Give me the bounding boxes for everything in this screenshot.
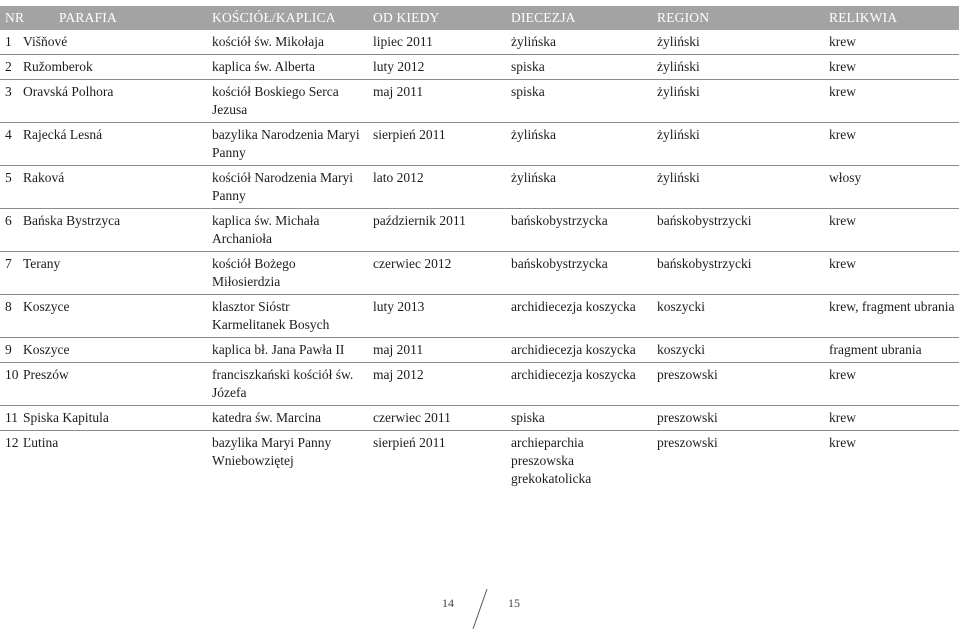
cell-kosciol: bazylika Maryi Panny Wniebowziętej bbox=[212, 435, 332, 468]
page-number-left: 14 bbox=[442, 596, 454, 610]
cell-nr-parafia bbox=[0, 338, 207, 363]
table-row bbox=[0, 123, 959, 166]
cell-relikwia: krew bbox=[824, 363, 959, 406]
cell-region: preszowski bbox=[652, 406, 824, 431]
cell-relikwia: fragment ubrania bbox=[824, 338, 959, 363]
cell-kosciol: kościół Boskiego Serca Jezusa bbox=[207, 80, 368, 123]
cell-parafia: Ľutina bbox=[23, 435, 59, 450]
cell-kosciol: klasztor Sióstr Karmelitanek Bosych bbox=[207, 295, 368, 338]
cell-kosciol: kaplica św. Alberta bbox=[207, 55, 368, 80]
cell-diecezja: archidiecezja koszycka bbox=[506, 338, 652, 363]
cell-parafia: Koszyce bbox=[23, 299, 70, 314]
header-parafia: PARAFIA bbox=[59, 10, 117, 25]
cell-nr: 11 bbox=[5, 410, 18, 425]
cell-nr-parafia bbox=[0, 80, 207, 123]
cell-parafia: Spiska Kapitula bbox=[23, 410, 109, 425]
cell-nr-parafia bbox=[0, 295, 207, 338]
cell-od-kiedy: sierpień 2011 bbox=[373, 435, 446, 450]
cell-diecezja: archidiecezja koszycka bbox=[506, 363, 652, 406]
table-row bbox=[0, 338, 959, 363]
cell-region: preszowski bbox=[652, 363, 824, 406]
cell-region: żyliński bbox=[652, 55, 824, 80]
cell-od-kiedy: sierpień 2011 bbox=[368, 123, 506, 166]
table-row bbox=[0, 406, 959, 431]
cell-nr-parafia bbox=[0, 209, 207, 252]
header-od-kiedy: OD KIEDY bbox=[368, 6, 506, 30]
cell-od-kiedy: lipiec 2011 bbox=[368, 30, 506, 55]
cell-relikwia: krew bbox=[829, 435, 856, 450]
header-relikwia: RELIKWIA bbox=[824, 6, 959, 30]
cell-relikwia: krew bbox=[824, 252, 959, 295]
cell-parafia: Preszów bbox=[23, 367, 69, 382]
cell-diecezja: żylińska bbox=[506, 166, 652, 209]
header-nr: NR bbox=[5, 10, 25, 25]
cell-nr: 8 bbox=[5, 299, 12, 314]
header-row bbox=[0, 6, 959, 30]
header-region: REGION bbox=[652, 6, 824, 30]
cell-diecezja: spiska bbox=[506, 80, 652, 123]
cell-nr: 6 bbox=[5, 213, 12, 228]
cell-region: koszycki bbox=[652, 338, 824, 363]
cell-kosciol: kościół Bożego Miłosierdzia bbox=[207, 252, 368, 295]
cell-od-kiedy: czerwiec 2012 bbox=[368, 252, 506, 295]
cell-kosciol: kościół Narodzenia Maryi Panny bbox=[207, 166, 368, 209]
cell-region: żyliński bbox=[652, 166, 824, 209]
cell-diecezja: żylińska bbox=[506, 30, 652, 55]
cell-nr-parafia bbox=[0, 30, 207, 55]
header-diecezja: DIECEZJA bbox=[506, 6, 652, 30]
cell-parafia: Ružomberok bbox=[23, 59, 93, 74]
relics-table bbox=[0, 6, 959, 491]
cell-parafia: Rajecká Lesná bbox=[23, 127, 103, 142]
cell-nr: 7 bbox=[5, 256, 12, 271]
cell-kosciol: kościół św. Mikołaja bbox=[207, 30, 368, 55]
page-number-right: 15 bbox=[508, 596, 520, 610]
table-body bbox=[0, 30, 959, 491]
table-row bbox=[0, 166, 959, 209]
cell-relikwia: krew bbox=[824, 123, 959, 166]
cell-od-kiedy: luty 2013 bbox=[368, 295, 506, 338]
cell-od-kiedy: maj 2011 bbox=[368, 338, 506, 363]
cell-kosciol: katedra św. Marcina bbox=[207, 406, 368, 431]
cell-nr: 10 bbox=[5, 367, 19, 382]
cell-parafia: Bańska Bystrzyca bbox=[23, 213, 121, 228]
cell-region: preszowski bbox=[657, 435, 718, 450]
cell-region: żyliński bbox=[652, 80, 824, 123]
cell-od-kiedy: październik 2011 bbox=[368, 209, 506, 252]
cell-relikwia: krew bbox=[824, 80, 959, 123]
cell-nr: 2 bbox=[5, 59, 12, 74]
cell-diecezja: bańskobystrzycka bbox=[506, 252, 652, 295]
page-divider-slash bbox=[470, 588, 490, 630]
cell-region: bańskobystrzycki bbox=[652, 252, 824, 295]
cell-nr: 3 bbox=[5, 84, 12, 99]
cell-nr-parafia bbox=[0, 406, 207, 431]
cell-relikwia: krew bbox=[824, 209, 959, 252]
cell-region: bańskobystrzycki bbox=[652, 209, 824, 252]
cell-kosciol: bazylika Narodzenia Maryi Panny bbox=[207, 123, 368, 166]
table-header bbox=[0, 6, 959, 30]
cell-relikwia: krew bbox=[824, 30, 959, 55]
cell-relikwia: krew bbox=[824, 406, 959, 431]
cell-parafia: Terany bbox=[23, 256, 61, 271]
cell-nr: 4 bbox=[5, 127, 12, 142]
table-row bbox=[0, 295, 959, 338]
cell-nr-parafia bbox=[0, 363, 207, 406]
cell-parafia: Koszyce bbox=[23, 342, 70, 357]
table-row bbox=[0, 431, 959, 492]
cell-nr-parafia bbox=[0, 431, 207, 492]
cell-relikwia: włosy bbox=[824, 166, 959, 209]
header-nr-parafia bbox=[0, 6, 207, 30]
table-row bbox=[0, 209, 959, 252]
cell-parafia: Višňové bbox=[23, 34, 68, 49]
header-kosciol: KOŚCIÓŁ/KAPLICA bbox=[207, 6, 368, 30]
cell-diecezja: bańskobystrzycka bbox=[506, 209, 652, 252]
cell-kosciol: franciszkański kościół św. Józefa bbox=[207, 363, 368, 406]
cell-region: koszycki bbox=[652, 295, 824, 338]
cell-nr: 5 bbox=[5, 170, 12, 185]
cell-od-kiedy: maj 2011 bbox=[368, 80, 506, 123]
cell-nr-parafia bbox=[0, 166, 207, 209]
table-row bbox=[0, 30, 959, 55]
table-row bbox=[0, 252, 959, 295]
cell-parafia: Oravská Polhora bbox=[23, 84, 114, 99]
cell-parafia: Raková bbox=[23, 170, 65, 185]
cell-nr: 1 bbox=[5, 34, 12, 49]
table-row bbox=[0, 80, 959, 123]
cell-od-kiedy: czerwiec 2011 bbox=[368, 406, 506, 431]
cell-diecezja: spiska bbox=[506, 55, 652, 80]
cell-od-kiedy: luty 2012 bbox=[368, 55, 506, 80]
cell-relikwia: krew bbox=[824, 55, 959, 80]
cell-nr: 9 bbox=[5, 342, 12, 357]
cell-nr: 12 bbox=[5, 435, 19, 450]
cell-kosciol: kaplica św. Michała Archanioła bbox=[207, 209, 368, 252]
cell-nr-parafia bbox=[0, 123, 207, 166]
cell-nr-parafia bbox=[0, 55, 207, 80]
cell-diecezja: żylińska bbox=[506, 123, 652, 166]
table-row bbox=[0, 363, 959, 406]
cell-od-kiedy: maj 2012 bbox=[368, 363, 506, 406]
cell-relikwia: krew, fragment ubrania bbox=[824, 295, 959, 338]
cell-kosciol: kaplica bł. Jana Pawła II bbox=[207, 338, 368, 363]
cell-region: żyliński bbox=[652, 30, 824, 55]
cell-diecezja: archidiecezja koszycka bbox=[506, 295, 652, 338]
table-row bbox=[0, 55, 959, 80]
cell-od-kiedy: lato 2012 bbox=[368, 166, 506, 209]
cell-nr-parafia bbox=[0, 252, 207, 295]
cell-diecezja: archieparchia preszowska grekokatolicka bbox=[511, 435, 592, 486]
cell-diecezja: spiska bbox=[506, 406, 652, 431]
cell-region: żyliński bbox=[652, 123, 824, 166]
